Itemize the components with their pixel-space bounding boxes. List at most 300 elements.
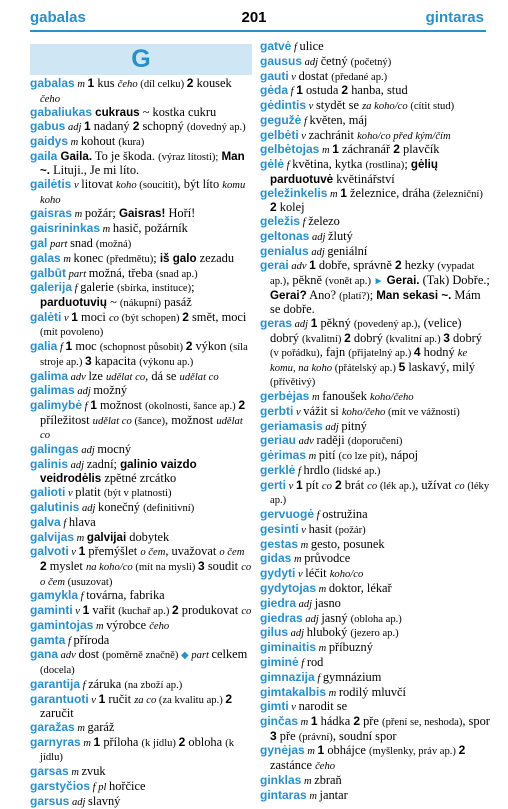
grammar-label: v: [288, 702, 299, 714]
gloss-note: (povedený ap.): [353, 318, 418, 330]
translation-text: ;: [369, 287, 377, 302]
grammar-label: adv: [296, 436, 317, 448]
translation-text: , nápoj: [384, 448, 419, 463]
translation-text: brát: [341, 477, 368, 492]
grammar-label: v: [61, 312, 72, 324]
translation-text: příloha: [100, 734, 142, 749]
dictionary-entry: [30, 516, 254, 531]
translation-text: kohout: [80, 133, 119, 148]
gloss-note: (síla stroje ap.): [40, 342, 248, 368]
section-letter: G: [131, 45, 151, 73]
sense-number: 1: [71, 309, 78, 324]
sense-number: 1: [78, 544, 86, 559]
translation-text: kus: [94, 76, 118, 90]
grammar-label: part: [188, 650, 212, 662]
grammar-label: adv: [68, 371, 89, 383]
phrase: iš galo: [159, 251, 197, 265]
translation-text: příbuzný: [328, 640, 373, 655]
gloss-note: (k jídlu): [40, 737, 235, 764]
translation-text: příroda: [73, 632, 110, 647]
grammar-label: f: [65, 635, 74, 647]
headword: gailėtis: [30, 177, 72, 192]
translation-text: hořčice: [109, 778, 146, 793]
translation-text: , fajn: [319, 345, 349, 360]
sense-number: 2: [225, 691, 233, 706]
grammar-label: m: [80, 737, 94, 749]
right-column: [260, 40, 492, 803]
sense-number: 2: [353, 714, 361, 729]
sense-number: 3: [198, 558, 205, 573]
headword: galbūt: [30, 265, 66, 280]
grammar-label: f: [60, 517, 69, 529]
dictionary-entry: [260, 143, 492, 158]
translation-text: ;: [153, 250, 160, 265]
headword: gynėjas: [260, 743, 305, 758]
translation-text: soudit: [204, 558, 242, 573]
usage-note: čeho: [40, 93, 60, 105]
gloss-note: (léky ap.): [270, 480, 490, 507]
translation-text: vařit: [89, 603, 119, 618]
dictionary-entry: [30, 604, 254, 619]
translation-text: dostat: [298, 68, 332, 83]
gloss-note: (cítit stud): [407, 101, 455, 113]
translation-text: ostuda: [302, 83, 342, 98]
translation-text: , možnost: [165, 412, 217, 427]
translation-text: snad: [70, 236, 96, 251]
grammar-label: v: [88, 694, 99, 706]
translation-text: zaručit: [40, 706, 74, 721]
sense-number: 5: [398, 359, 406, 374]
sense-number: 3: [85, 353, 92, 368]
translation-text: fanoušek: [322, 389, 371, 404]
sense-number: 2: [172, 603, 179, 618]
translation-text: zachránit: [308, 127, 358, 142]
dictionary-entry: [30, 648, 254, 677]
headword: gal: [30, 236, 48, 251]
grammar-label: f: [314, 672, 323, 684]
headword: galingas: [30, 442, 79, 457]
headword: galėti: [30, 309, 62, 324]
translation-text: geniální: [327, 243, 368, 258]
headword: gėlė: [260, 157, 285, 172]
headword: galioti: [30, 485, 66, 500]
translation-text: hluboký: [306, 625, 351, 640]
translation-text: , soudní spor: [332, 728, 397, 743]
translation-text: konečný: [98, 499, 144, 514]
dictionary-entry: [30, 501, 254, 516]
translation-text: dobrý: [449, 330, 482, 345]
translation-text: záchranář: [338, 142, 394, 157]
headword: gaisrininkas: [30, 221, 101, 236]
gloss-note: (lidské ap.): [332, 465, 381, 477]
dictionary-entry: [260, 405, 492, 420]
gloss-note: (okolnosti, šance ap.): [145, 401, 239, 413]
gloss-note: (nákupní): [119, 297, 162, 309]
translation-text: platit: [75, 485, 104, 500]
headword: genialus: [260, 243, 309, 258]
translation-text: železo: [308, 214, 340, 228]
headword: gesinti: [260, 521, 299, 536]
sense-number: 2: [182, 309, 189, 324]
grammar-label: v: [298, 524, 309, 536]
translation-text: železnice, dráha: [346, 185, 433, 200]
grammar-label: m: [319, 145, 333, 157]
dictionary-entry: [260, 671, 492, 686]
headword: gabus: [30, 119, 66, 134]
headword: geras: [260, 315, 293, 330]
dictionary-entry: [30, 443, 254, 458]
headword: geležis: [260, 214, 301, 228]
grammar-label: f: [57, 342, 66, 354]
headword: galinis: [30, 456, 69, 471]
gloss-note: (kvalitní): [302, 333, 345, 345]
dictionary-entry: [260, 597, 492, 612]
translation-text: možný: [93, 383, 128, 398]
translation-text: zbraň: [314, 772, 342, 787]
headword: giedras: [260, 610, 303, 625]
headword: galvoti: [30, 544, 69, 559]
dictionary-entry: [260, 449, 492, 464]
translation-text: laskavý, milý: [405, 359, 476, 374]
sense-number: 1: [340, 185, 347, 200]
dictionary-entry: [30, 237, 254, 252]
usage-note: koho/čeho: [341, 406, 386, 418]
translation-text: Lituji., Je mi líto.: [50, 163, 140, 178]
translation-text: , dá se: [145, 368, 180, 383]
dictionary-entry: [30, 106, 254, 120]
grammar-label: f: [80, 679, 89, 691]
header-last-headword: gintaras: [425, 9, 484, 26]
gloss-note: (mít ve vážnosti): [385, 406, 460, 418]
grammar-label: adj: [288, 628, 307, 640]
dictionary-entry: [260, 479, 492, 508]
dictionary-entry: [260, 715, 492, 744]
grammar-label: m: [93, 620, 107, 632]
sense-number: 1: [317, 743, 325, 758]
grammar-label: f: [300, 217, 309, 228]
dictionary-entry: [30, 77, 254, 106]
translation-text: jasno: [314, 595, 341, 610]
headword: garsus: [30, 793, 70, 808]
translation-text: rodilý mluvčí: [338, 684, 406, 699]
headword: ginklas: [260, 772, 302, 787]
dictionary-entry: [260, 390, 492, 405]
sense-number: 2: [178, 734, 186, 749]
headword: gydyti: [260, 566, 296, 581]
dictionary-entry: [30, 531, 254, 546]
sense-number: 2: [394, 258, 402, 273]
headword: gintaras: [260, 787, 307, 802]
translation-text: obloha: [185, 734, 226, 749]
grammar-label: part: [47, 239, 71, 251]
headword: garažas: [30, 719, 75, 734]
translation-text: raději: [316, 433, 348, 448]
dictionary-entry: [260, 187, 492, 215]
translation-text: plavčík: [399, 142, 440, 157]
dictionary-entry: [260, 40, 492, 55]
sense-number: 1: [310, 714, 318, 729]
headword: ginčas: [260, 714, 299, 729]
dictionary-entry: [260, 158, 492, 186]
grammar-label: m: [309, 392, 323, 404]
translation-text: četný: [320, 53, 351, 68]
grammar-label: m: [306, 790, 320, 802]
dictionary-entry: [260, 84, 492, 99]
grammar-label: m: [316, 584, 329, 596]
gloss-note: (možná): [95, 239, 132, 251]
dictionary-entry: [30, 399, 254, 443]
gloss-note: (přívětivý): [270, 377, 316, 389]
headword: gabalas: [30, 76, 75, 90]
gloss-note: (kuchař ap.): [118, 606, 173, 618]
headword: garantuoti: [30, 691, 89, 706]
gloss-note: (být schopen): [118, 312, 183, 324]
headword: galimas: [30, 383, 75, 398]
dictionary-entry: [260, 523, 492, 538]
dictionary-entry: [260, 317, 492, 390]
dictionary-entry: [260, 245, 492, 260]
dictionary-entry: [30, 589, 254, 604]
dictionary-entry: [260, 641, 492, 656]
translation-text: , pěkně: [286, 272, 326, 287]
grammar-label: adj: [79, 502, 99, 514]
translation-text: , spor: [462, 714, 490, 729]
grammar-label: m: [291, 554, 305, 566]
gloss-note: (šance): [131, 415, 166, 427]
usage-note: čeho: [149, 620, 170, 632]
grammar-label: m: [74, 79, 88, 90]
gloss-note: (snad ap.): [155, 268, 198, 280]
headword: gatvė: [260, 39, 292, 53]
translation-text: Mám se dobře.: [270, 287, 481, 317]
grammar-label: m: [306, 451, 319, 463]
usage-note: co: [321, 480, 332, 492]
translation-text: pít: [302, 477, 322, 492]
gloss-note: (výkonu ap.): [139, 356, 194, 368]
translation-text: hanba, stud: [348, 83, 408, 98]
dictionary-entry: [260, 434, 492, 449]
dictionary-entry: [30, 340, 254, 369]
dictionary-entry: [30, 780, 254, 795]
headword: gydytojas: [260, 581, 317, 596]
translation-text: gymnázium: [322, 669, 382, 684]
usage-note: co o čem: [40, 561, 252, 588]
translation-text: ~: [106, 294, 120, 309]
dictionary-entry: [30, 267, 254, 282]
translation-text: moc: [72, 339, 100, 354]
grammar-label: v: [72, 606, 83, 618]
translation-text: továrna, fabrika: [86, 588, 165, 603]
translation-text: slavný: [88, 793, 121, 808]
translation-text: pití: [318, 448, 339, 463]
gloss-note: (poměrně značně): [102, 650, 182, 662]
dictionary-entry: [30, 281, 254, 310]
dictionary-entry: [30, 252, 254, 267]
grammar-label: adj: [292, 318, 311, 330]
dictionary-entry: [260, 567, 492, 582]
headword: galima: [30, 368, 69, 383]
headword: gilus: [260, 625, 289, 640]
headword: giminė: [260, 654, 299, 669]
phrase: galvijai: [86, 530, 127, 544]
translation-text: jantar: [319, 787, 348, 802]
sense-number: 2: [132, 119, 140, 134]
dictionary-entry: [30, 207, 254, 222]
headword: geriau: [260, 433, 297, 448]
headword: galimybė: [30, 398, 83, 413]
section-marker: ◆: [181, 650, 189, 662]
dictionary-entry: [260, 686, 492, 701]
usage-note: koho/co před kým/čím: [357, 130, 451, 142]
sense-number: 1: [98, 691, 106, 706]
translation-text: zvuk: [81, 764, 106, 779]
grammar-label: v: [306, 101, 316, 113]
gloss-note: (vonět ap.): [325, 275, 374, 287]
translation-text: kousek: [193, 76, 232, 90]
sense-number: 2: [238, 398, 246, 413]
translation-text: dost: [78, 647, 103, 662]
translation-text: pitný: [341, 418, 367, 433]
translation-text: dobře, správně: [315, 258, 395, 273]
dictionary-entry: [260, 129, 492, 144]
translation-text: obhájce: [324, 743, 369, 758]
gloss-note: (schopnost působit): [99, 342, 186, 354]
gloss-note: (k jídlu): [141, 737, 179, 749]
dictionary-entry: [30, 178, 254, 207]
usage-note: co: [454, 480, 465, 492]
dictionary-entry: [260, 230, 492, 245]
grammar-label: adj: [308, 246, 328, 258]
translation-text: ostružina: [322, 507, 368, 522]
headword: geltonas: [260, 228, 310, 243]
translation-text: narodit se: [298, 699, 348, 714]
translation-text: nadaný: [90, 119, 133, 134]
headword: gerai: [260, 258, 289, 273]
headword: gestas: [260, 536, 299, 551]
sense-number: 2: [40, 558, 47, 573]
grammar-label: v: [293, 406, 304, 418]
translation-text: jasný: [321, 610, 351, 625]
grammar-label: adv: [288, 261, 310, 273]
translation-text: hrdlo: [303, 462, 333, 477]
letter-section-box: [30, 44, 252, 75]
header-rule: [30, 30, 486, 32]
usage-note: komu koho: [40, 180, 246, 206]
sense-number: 1: [90, 398, 97, 413]
headword: gerklė: [260, 462, 296, 477]
usage-note: koho/co: [329, 569, 364, 581]
dictionary-entry: [30, 135, 254, 150]
grammar-label: adj: [68, 459, 87, 471]
translation-text: výrobce: [106, 617, 150, 632]
translation-text: zpětné zrcátko: [101, 471, 177, 486]
dictionary-entry: [30, 384, 254, 399]
grammar-label: v: [68, 547, 79, 559]
translation-text: smět, moci: [188, 309, 247, 324]
dictionary-entry: [260, 70, 492, 85]
phrase: parduotuvių: [40, 295, 107, 309]
dictionary-entry: [260, 538, 492, 553]
gloss-note: (mít povoleno): [40, 327, 104, 339]
usage-note: udělat co: [105, 371, 146, 383]
translation-text: výkon: [192, 339, 230, 354]
headword: galvijas: [30, 529, 75, 544]
headword: garantija: [30, 676, 81, 691]
gloss-note: (jezero ap.): [350, 628, 399, 640]
headword: galerija: [30, 280, 73, 295]
grammar-label: adj: [302, 56, 321, 68]
phrase: gėlių parduotuvė: [270, 158, 438, 186]
usage-note: udělat co: [40, 415, 243, 442]
headword: gėda: [260, 83, 289, 98]
sense-number: 2: [344, 330, 351, 345]
translation-text: ručit: [105, 691, 135, 706]
gloss-note: (docela): [40, 665, 75, 676]
grammar-label: f: [314, 510, 323, 522]
gloss-note: (požár): [335, 524, 366, 536]
translation-text: záruka: [88, 676, 125, 691]
headword: gaidys: [30, 133, 69, 148]
translation-text: možná, třeba: [88, 265, 156, 280]
headword: gana: [30, 647, 59, 662]
dictionary-entry: [30, 619, 254, 634]
headword: gauti: [260, 68, 289, 83]
translation-text: produkovat: [178, 603, 242, 618]
gloss-note: (početný): [350, 56, 392, 68]
grammar-label: f: [78, 591, 87, 603]
sense-number: 2: [270, 200, 277, 215]
grammar-label: m: [68, 136, 81, 148]
dictionary-entry: [260, 114, 492, 129]
dictionary-entry: [260, 626, 492, 641]
translation-text: , užívat: [415, 477, 455, 492]
dictionary-entry: [30, 693, 254, 721]
grammar-label: v: [295, 569, 306, 581]
dictionary-entry: [30, 795, 254, 809]
grammar-label: m: [304, 746, 318, 758]
sense-number: 2: [335, 477, 342, 492]
grammar-label: m: [74, 532, 87, 544]
usage-note: koho/čeho: [370, 392, 414, 404]
grammar-label: m: [74, 722, 88, 734]
headword: gerbti: [260, 403, 294, 418]
grammar-label: m: [326, 687, 339, 699]
phrase: Man ~.: [40, 149, 245, 178]
gloss-note: (kvalitní ap.): [385, 333, 444, 345]
sense-number: 2: [393, 142, 400, 157]
usage-note: co: [241, 606, 252, 618]
translation-text: příležitost: [40, 412, 93, 427]
dictionary-entry: [260, 582, 492, 597]
grammar-label: m: [100, 224, 113, 236]
grammar-label: m: [316, 643, 329, 655]
grammar-label: adj: [309, 231, 329, 243]
gloss-note: (vypadat ap.): [270, 261, 475, 287]
translation-text: hasit: [308, 521, 336, 536]
translation-text: léčit: [305, 566, 330, 581]
headword: galas: [30, 250, 61, 265]
sense-number: 2: [341, 83, 349, 98]
gloss-note: (předané ap.): [331, 71, 388, 83]
headword: gėdintis: [260, 98, 307, 113]
translation-text: lze: [88, 368, 106, 383]
gloss-note: (rostlina): [365, 160, 405, 172]
gloss-note: (usuzovat): [65, 576, 113, 588]
gloss-note: (soucítit): [136, 180, 178, 192]
sense-number: 1: [310, 315, 318, 330]
grammar-label: m: [72, 209, 85, 221]
sense-number: 1: [84, 119, 91, 134]
